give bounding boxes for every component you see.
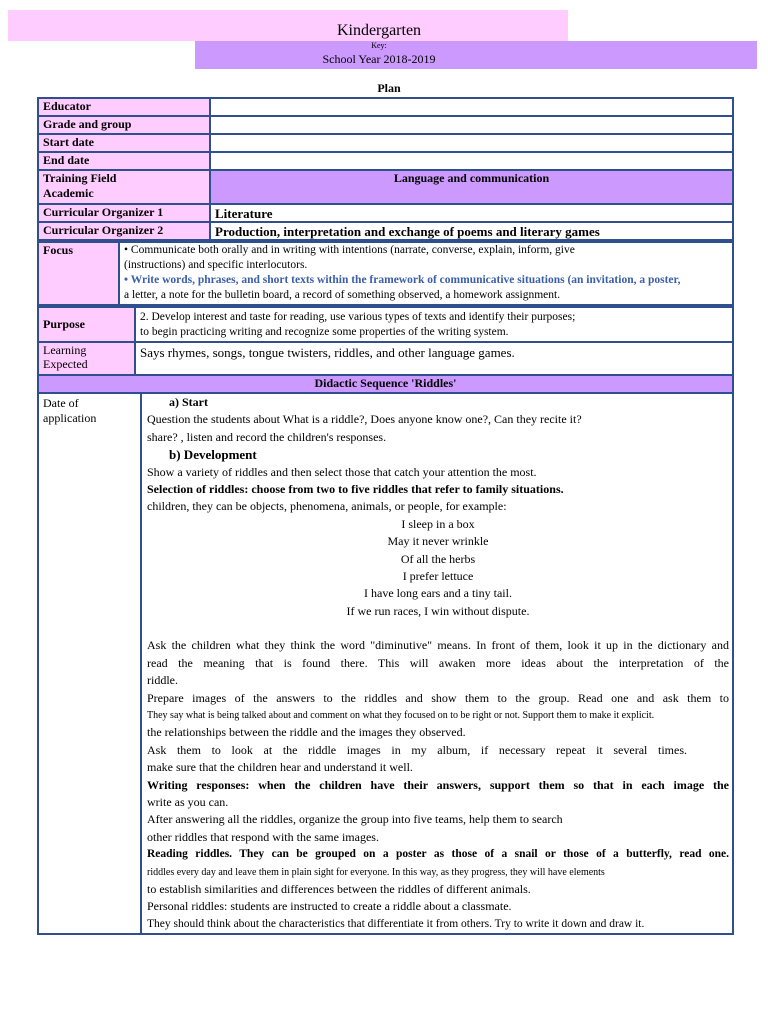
development-text-1: Show a variety of riddles and then select those that catch your attention the most. bbox=[147, 464, 537, 479]
learning-label-line2: Expected bbox=[43, 357, 88, 371]
paragraph-line-16: Personal riddles: students are instructed to create a riddle about a classmate. bbox=[147, 899, 512, 914]
paragraph-line-10: write as you can. bbox=[147, 794, 229, 809]
development-text-3: children, they can be objects, phenomena, animals, or people, for example: bbox=[147, 499, 507, 514]
paragraph-line-11: After answering all the riddles, organize the group into five teams, help them to search bbox=[147, 812, 563, 827]
info-table bbox=[37, 97, 734, 241]
training-field-value: Language and communication bbox=[210, 170, 733, 204]
paragraph-line-14: riddles every day and leave them in plain sight for everyone. In this way, as they progress, they will have elements bbox=[147, 866, 605, 878]
educator-value bbox=[210, 98, 733, 116]
grade-value bbox=[210, 116, 733, 134]
key-label: Key: bbox=[371, 41, 387, 50]
end-date-label: End date bbox=[38, 152, 210, 170]
school-year: School Year 2018-2019 bbox=[322, 52, 436, 66]
start-heading: a) Start bbox=[169, 395, 208, 409]
start-text-1: Question the students about What is a riddle?, Does anyone know one?, Can they recite it? bbox=[147, 412, 582, 427]
riddle-line-3: Of all the herbs bbox=[400, 551, 476, 566]
paragraph-line-8: make sure that the children hear and understand it well. bbox=[147, 760, 413, 775]
learning-label-line1: Learning bbox=[43, 343, 87, 357]
curricular-organizer-1-value: Literature bbox=[210, 204, 733, 222]
learning-expected-label bbox=[38, 342, 135, 375]
paragraph-line-7: Ask them to look at the riddle images in my album, if necessary repeat it several times. bbox=[147, 742, 687, 757]
focus-line-1: • Communicate both orally and in writing with intentions (narrate, converse, explain, inform, give bbox=[124, 244, 575, 256]
didactic-sequence-title: Didactic Sequence 'Riddles' bbox=[38, 375, 733, 393]
educator-label: Educator bbox=[38, 98, 210, 116]
curricular-organizer-2-value: Production, interpretation and exchange of poems and literary games bbox=[210, 222, 733, 240]
riddle-line-4: I prefer lettuce bbox=[402, 569, 474, 584]
paragraph-line-9: Writing responses: when the children have their answers, support them so that in each image the bbox=[147, 777, 729, 792]
sequence-table bbox=[37, 392, 734, 935]
start-text-2: share? , listen and record the children's responses. bbox=[147, 429, 387, 444]
sequence-content bbox=[141, 393, 733, 934]
focus-line-3: • Write words, phrases, and short texts within the framework of communicative situations (an invitation, a poster, bbox=[124, 274, 681, 286]
paragraph-line-13: Reading riddles. They can be grouped on a poster as those of a snail or those of a butterfly, read one. bbox=[147, 848, 729, 861]
learning-expected-value: Says rhymes, songs, tongue twisters, riddles, and other language games. bbox=[135, 342, 733, 375]
riddle-line-1: I sleep in a box bbox=[401, 516, 475, 531]
development-heading: b) Development bbox=[169, 447, 257, 463]
purpose-value bbox=[135, 307, 733, 342]
paragraph-line-3: riddle. bbox=[147, 673, 178, 688]
training-field-label-line1: Training Field bbox=[43, 171, 117, 185]
date-label-line2: application bbox=[43, 411, 97, 425]
focus-table bbox=[37, 241, 734, 306]
end-date-value bbox=[210, 152, 733, 170]
purpose-line-1: 2. Develop interest and taste for reading, use various types of texts and identify their purposes; bbox=[140, 310, 576, 323]
paragraph-line-12: other riddles that respond with the same images. bbox=[147, 829, 379, 844]
focus-label: Focus bbox=[38, 242, 119, 305]
spacer bbox=[147, 620, 729, 637]
plan-title: Plan bbox=[377, 81, 401, 95]
focus-value bbox=[119, 242, 733, 305]
development-text-2: Selection of riddles: choose from two to five riddles that refer to family situations. bbox=[147, 482, 564, 497]
date-label-line1: Date of bbox=[43, 396, 79, 410]
riddle-line-6: If we run races, I win without dispute. bbox=[346, 603, 530, 618]
curricular-organizer-2-label: Curricular Organizer 2 bbox=[38, 222, 210, 240]
date-of-application-label bbox=[38, 393, 141, 934]
paragraph-line-1: Ask the children what they think the word "diminutive" means. In front of them, look it up in the dictionary and bbox=[147, 638, 729, 653]
training-field-label-line2: Academic bbox=[43, 186, 94, 200]
focus-line-2: (instructions) and specific interlocutors. bbox=[124, 259, 308, 271]
paragraph-line-2: read the meaning that is found there. This will awaken more ideas about the interpretation of the bbox=[147, 655, 729, 670]
focus-line-4: a letter, a note for the bulletin board, a record of something observed, a homework assignment. bbox=[124, 289, 561, 301]
paragraph-line-17: They should think about the characteristics that differentiate it from others. Try to write it down and draw it. bbox=[147, 917, 645, 930]
grade-label: Grade and group bbox=[38, 116, 210, 134]
paragraph-line-4: Prepare images of the answers to the riddles and show them to the group. Read one and ask them to bbox=[147, 690, 729, 705]
riddle-line-2: May it never wrinkle bbox=[387, 534, 489, 549]
purpose-table bbox=[37, 306, 734, 376]
start-date-value bbox=[210, 134, 733, 152]
purpose-line-2: to begin practicing writing and recognize some properties of the writing system. bbox=[140, 325, 509, 338]
paragraph-line-15: to establish similarities and differences between the riddles of different animals. bbox=[147, 881, 531, 896]
training-field-label bbox=[38, 170, 210, 204]
purpose-label: Purpose bbox=[38, 307, 135, 342]
riddle-line-5: I have long ears and a tiny tail. bbox=[364, 586, 512, 601]
sequence-title-table bbox=[37, 374, 734, 394]
paragraph-line-5: They say what is being talked about and comment on what they focused on to be right or not. Support them to make it explicit. bbox=[147, 709, 655, 721]
curricular-organizer-1-label: Curricular Organizer 1 bbox=[38, 204, 210, 222]
school-level-title: Kindergarten bbox=[336, 22, 422, 39]
paragraph-line-6: the relationships between the riddle and the images they observed. bbox=[147, 725, 466, 740]
start-date-label: Start date bbox=[38, 134, 210, 152]
